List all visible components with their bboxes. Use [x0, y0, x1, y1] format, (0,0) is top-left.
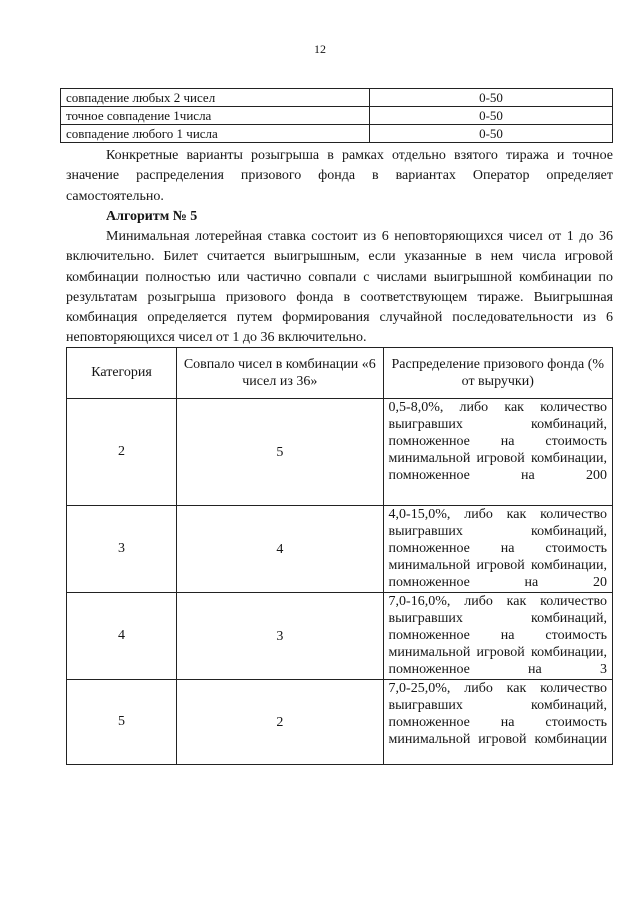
match-label: точное совпадение 1числа	[61, 107, 370, 125]
prize-match-table	[60, 88, 613, 143]
table-row	[61, 125, 613, 143]
matched-cell: 4	[177, 506, 383, 593]
distribution-cell: 0,5-8,0%, либо как количество выигравших комбинаций, помноженное на стоимость минимальной игровой комбинации, помноженное на 200	[383, 399, 612, 506]
table-row	[67, 399, 613, 506]
distribution-cell: 7,0-25,0%, либо как количество выигравших комбинаций, помноженное на стоимость минимальной игровой комбинации	[383, 680, 612, 765]
table-row	[67, 680, 613, 765]
matched-cell: 5	[177, 399, 383, 506]
table-row	[67, 593, 613, 680]
header-matched: Совпало чисел в комбинации «6 чисел из 36»	[177, 348, 383, 399]
table-header-row	[67, 348, 613, 399]
table-row	[61, 89, 613, 107]
match-label: совпадение любых 2 чисел	[61, 89, 370, 107]
category-cell: 5	[67, 680, 177, 765]
matched-cell: 2	[177, 680, 383, 765]
page-number: 12	[314, 42, 326, 56]
match-value: 0-50	[370, 89, 613, 107]
algorithm-heading: Алгоритм № 5	[106, 209, 198, 224]
category-cell: 3	[67, 506, 177, 593]
paragraph-algorithm: Минимальная лотерейная ставка состоит из 6 неповторяющихся чисел от 1 до 36 включительно. Билет считается выигрышным, если указанные в нем числа игровой комбинации полностью или частично совпали с числами выигрышной комбинации по результатам розыгрыша призового фонда в соответствующем тираже. Выигрышная комбинация определяется путем формирования случайной последовательности из 6 неповторяющихся чисел от 1 до 36 включительно.	[66, 229, 613, 346]
table-row	[61, 107, 613, 125]
header-category: Категория	[67, 348, 177, 399]
distribution-cell: 7,0-16,0%, либо как количество выигравших комбинаций, помноженное на стоимость минимальной игровой комбинации, помноженное на 3	[383, 593, 612, 680]
paragraph-variants: Конкретные варианты розыгрыша в рамках отдельно взятого тиража и точное значение распределения призового фонда в вариантах Оператор определяет самостоятельно.	[66, 148, 613, 204]
prize-distribution-table	[66, 347, 613, 765]
distribution-cell: 4,0-15,0%, либо как количество выигравших комбинаций, помноженное на стоимость минимальной игровой комбинации, помноженное на 20	[383, 506, 612, 593]
match-value: 0-50	[370, 125, 613, 143]
matched-cell: 3	[177, 593, 383, 680]
match-value: 0-50	[370, 107, 613, 125]
header-distribution: Распределение призового фонда (% от выручки)	[383, 348, 612, 399]
match-label: совпадение любого 1 числа	[61, 125, 370, 143]
category-cell: 2	[67, 399, 177, 506]
table-row	[67, 506, 613, 593]
category-cell: 4	[67, 593, 177, 680]
